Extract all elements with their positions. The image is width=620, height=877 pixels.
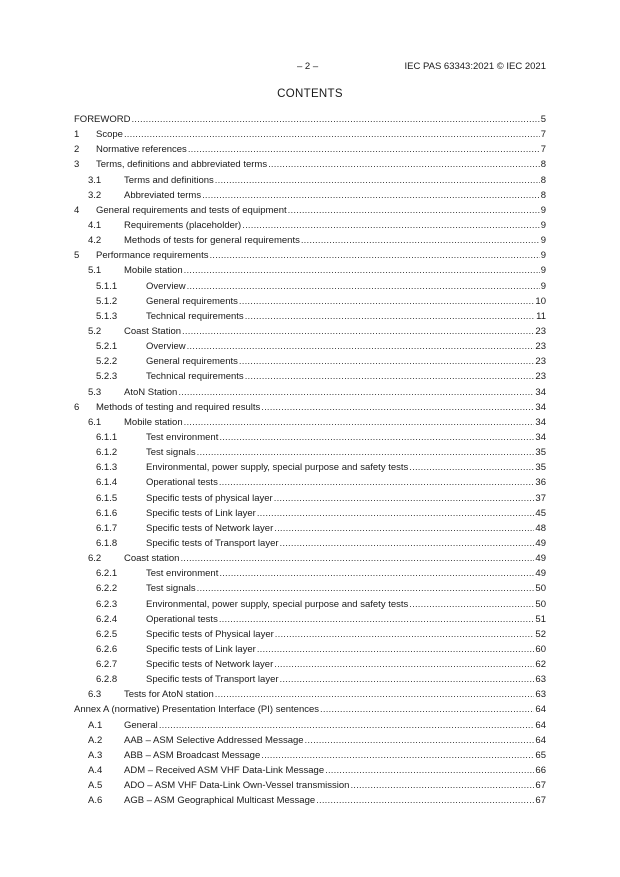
toc-entry-title: Overview [146, 280, 186, 292]
toc-entry[interactable] [74, 112, 546, 127]
toc-entry-page: 11 [536, 310, 546, 322]
toc-entry-page: 52 [535, 628, 546, 640]
toc-entry-page: 65 [535, 749, 546, 761]
toc-dot-leader [261, 400, 534, 415]
toc-entry-number: 6.2.1 [96, 568, 118, 580]
toc-entry-title: AtoN Station [124, 386, 178, 398]
toc-entry-number: 5.1.3 [96, 310, 118, 322]
toc-dot-leader [182, 324, 534, 339]
toc-entry-number: 2 [74, 144, 80, 156]
toc-dot-leader [159, 718, 535, 733]
toc-entry-page: 64 [535, 704, 546, 716]
toc-entry[interactable] [74, 597, 546, 612]
toc-entry[interactable] [74, 475, 546, 490]
toc-dot-leader [257, 642, 535, 657]
toc-entry-title: Technical requirements [146, 310, 244, 322]
toc-entry[interactable] [74, 385, 546, 400]
toc-entry-number: 5.3 [88, 386, 102, 398]
toc-entry-number: 4.2 [88, 235, 102, 247]
toc-dot-leader [215, 687, 535, 702]
toc-entry-title: Tests for AtoN station [124, 689, 214, 701]
toc-entry-page: 62 [535, 659, 546, 671]
toc-entry-page: 35 [535, 462, 546, 474]
page-number: – 2 – [297, 61, 319, 72]
toc-entry[interactable] [74, 248, 546, 263]
toc-entry-number: 5.1.1 [96, 280, 118, 292]
toc-entry-number: 6 [74, 401, 80, 413]
toc-entry-page: 9 [540, 280, 546, 292]
toc-entry-number: 6.2.7 [96, 659, 118, 671]
toc-entry-title: General requirements and tests of equipment [96, 204, 287, 216]
toc-entry-title: Specific tests of Transport layer [146, 537, 279, 549]
toc-entry-number: 6.1.5 [96, 492, 118, 504]
toc-entry-title: Methods of tests for general requirements [124, 235, 300, 247]
toc-entry-page: 8 [540, 159, 546, 171]
toc-entry-number: 4.1 [88, 219, 102, 231]
toc-entry[interactable] [74, 263, 546, 278]
toc-entry[interactable] [74, 279, 546, 294]
toc-entry-title: Annex A (normative) Presentation Interface (PI) sentences [74, 704, 320, 716]
toc-dot-leader [184, 263, 540, 278]
toc-entry-page: 50 [535, 598, 546, 610]
toc-entry-title: General requirements [146, 295, 238, 307]
toc-dot-leader [209, 248, 539, 263]
toc-entry-title: Coast Station [124, 325, 182, 337]
toc-entry-number: 6.2.8 [96, 674, 118, 686]
toc-entry[interactable] [74, 142, 546, 157]
toc-entry[interactable] [74, 491, 546, 506]
toc-entry-title: Coast station [124, 553, 180, 565]
toc-entry-title: Methods of testing and required results [96, 401, 261, 413]
toc-dot-leader [268, 157, 540, 172]
toc-entry-number: 5.1.2 [96, 295, 118, 307]
toc-entry-title: Abbreviated terms [124, 189, 202, 201]
toc-dot-leader [316, 793, 534, 808]
toc-dot-leader [239, 294, 535, 309]
toc-entry-number: 1 [74, 129, 80, 141]
toc-entry-page: 50 [535, 583, 546, 595]
toc-dot-leader [187, 279, 540, 294]
toc-entry-page: 8 [540, 174, 546, 186]
toc-entry-number: 6.2.6 [96, 643, 118, 655]
toc-entry-title: Terms and definitions [124, 174, 214, 186]
toc-entry-title: Specific tests of Physical layer [146, 628, 274, 640]
toc-entry-page: 9 [540, 265, 546, 277]
toc-entry-page: 45 [535, 507, 546, 519]
toc-entry-page: 51 [535, 613, 546, 625]
toc-entry-page: 23 [535, 325, 546, 337]
toc-dot-leader [197, 445, 535, 460]
toc-entry-number: A.2 [88, 734, 103, 746]
toc-dot-leader [350, 778, 534, 793]
toc-entry-number: 6.2.2 [96, 583, 118, 595]
toc-entry-page: 67 [535, 795, 546, 807]
toc-entry-page: 67 [535, 780, 546, 792]
toc-entry[interactable] [74, 430, 546, 445]
toc-dot-leader [325, 763, 534, 778]
toc-entry-title: Specific tests of Transport layer [146, 674, 279, 686]
toc-entry[interactable] [74, 309, 546, 324]
toc-entry[interactable] [74, 642, 546, 657]
page-title: CONTENTS [277, 88, 343, 100]
toc-entry-page: 34 [535, 386, 546, 398]
toc-dot-leader [274, 491, 535, 506]
toc-entry-number: 4 [74, 204, 80, 216]
toc-entry-number: 3.1 [88, 174, 102, 186]
toc-entry-page: 49 [535, 568, 546, 580]
toc-dot-leader [187, 339, 535, 354]
table-of-contents [74, 112, 546, 808]
toc-entry-page: 23 [535, 356, 546, 368]
toc-entry[interactable] [74, 763, 546, 778]
toc-entry-number: 6.1 [88, 416, 102, 428]
toc-entry-number: 5.2.2 [96, 356, 118, 368]
toc-entry[interactable] [74, 173, 546, 188]
toc-entry[interactable] [74, 657, 546, 672]
toc-dot-leader [131, 112, 539, 127]
toc-entry-number: 5.2 [88, 325, 102, 337]
toc-entry-title: Environmental, power supply, special purpose and safety tests [146, 462, 409, 474]
toc-entry[interactable] [74, 718, 546, 733]
toc-entry[interactable] [74, 687, 546, 702]
toc-dot-leader [245, 309, 535, 324]
toc-entry-page: 7 [540, 129, 546, 141]
toc-dot-leader [280, 536, 535, 551]
toc-entry-title: Specific tests of Network layer [146, 522, 274, 534]
toc-entry-title: Environmental, power supply, special purpose and safety tests [146, 598, 409, 610]
toc-entry-page: 48 [535, 522, 546, 534]
toc-entry-title: Overview [146, 341, 186, 353]
toc-entry[interactable] [74, 445, 546, 460]
toc-entry-title: Normative references [96, 144, 187, 156]
toc-entry-number: 6.1.4 [96, 477, 118, 489]
toc-entry-number: 5.1 [88, 265, 102, 277]
toc-dot-leader [197, 581, 535, 596]
toc-entry-page: 49 [535, 537, 546, 549]
toc-entry-page: 60 [535, 643, 546, 655]
toc-dot-leader [274, 521, 534, 536]
toc-entry-title: Test environment [146, 568, 219, 580]
toc-entry[interactable] [74, 203, 546, 218]
toc-dot-leader [202, 188, 540, 203]
toc-entry-page: 34 [535, 416, 546, 428]
toc-dot-leader [178, 385, 534, 400]
toc-entry-number: 5 [74, 250, 80, 262]
toc-entry-page: 9 [540, 204, 546, 216]
toc-dot-leader [274, 657, 534, 672]
toc-entry[interactable] [74, 157, 546, 172]
toc-entry-title: Specific tests of Network layer [146, 659, 274, 671]
toc-entry-title: Operational tests [146, 613, 218, 625]
toc-entry[interactable] [74, 627, 546, 642]
toc-entry-page: 9 [540, 250, 546, 262]
toc-entry-title: Scope [96, 129, 123, 141]
toc-entry-number: A.6 [88, 795, 103, 807]
toc-entry-number: A.3 [88, 749, 103, 761]
toc-entry-title: Operational tests [146, 477, 218, 489]
toc-entry[interactable] [74, 188, 546, 203]
toc-entry[interactable] [74, 294, 546, 309]
toc-entry-page: 8 [540, 189, 546, 201]
toc-entry-number: A.5 [88, 780, 103, 792]
toc-entry-number: 6.2.4 [96, 613, 118, 625]
toc-entry[interactable] [74, 369, 546, 384]
toc-entry-page: 63 [535, 674, 546, 686]
toc-entry-page: 49 [535, 553, 546, 565]
toc-entry-title: Test environment [146, 431, 219, 443]
toc-entry-page: 63 [535, 689, 546, 701]
page-header [0, 61, 620, 75]
toc-entry[interactable] [74, 218, 546, 233]
toc-entry[interactable] [74, 536, 546, 551]
toc-dot-leader [301, 233, 540, 248]
toc-dot-leader [288, 203, 540, 218]
toc-entry-number: 6.2.3 [96, 598, 118, 610]
toc-entry[interactable] [74, 127, 546, 142]
toc-entry[interactable] [74, 612, 546, 627]
toc-entry[interactable] [74, 702, 546, 717]
toc-entry-number: A.1 [88, 719, 103, 731]
toc-entry[interactable] [74, 748, 546, 763]
toc-entry-number: 6.1.1 [96, 431, 118, 443]
toc-entry[interactable] [74, 339, 546, 354]
toc-entry-number: A.4 [88, 765, 103, 777]
toc-entry[interactable] [74, 566, 546, 581]
toc-entry[interactable] [74, 506, 546, 521]
document-id: IEC PAS 63343:2021 © IEC 2021 [404, 61, 546, 72]
toc-entry-page: 64 [535, 719, 546, 731]
toc-entry[interactable] [74, 400, 546, 415]
toc-entry-title: ADM – Received ASM VHF Data-Link Message [124, 765, 325, 777]
toc-entry-number: 6.1.6 [96, 507, 118, 519]
toc-entry-title: Mobile station [124, 265, 183, 277]
toc-entry-page: 66 [535, 765, 546, 777]
toc-dot-leader [184, 415, 535, 430]
toc-entry-title: ABB – ASM Broadcast Message [124, 749, 261, 761]
toc-dot-leader [219, 430, 534, 445]
toc-entry-page: 64 [535, 734, 546, 746]
toc-entry-number: 5.2.1 [96, 341, 118, 353]
toc-entry-page: 37 [535, 492, 546, 504]
toc-dot-leader [124, 127, 540, 142]
toc-entry-title: Mobile station [124, 416, 183, 428]
toc-entry-page: 34 [535, 401, 546, 413]
toc-dot-leader [219, 612, 535, 627]
toc-entry-title: Test signals [146, 583, 196, 595]
toc-entry-page: 5 [540, 114, 546, 125]
toc-dot-leader [261, 748, 534, 763]
toc-entry-title: FOREWORD [74, 114, 131, 125]
toc-entry-title: AAB – ASM Selective Addressed Message [124, 734, 304, 746]
toc-entry[interactable] [74, 460, 546, 475]
toc-entry[interactable] [74, 324, 546, 339]
toc-dot-leader [215, 173, 540, 188]
toc-entry[interactable] [74, 581, 546, 596]
toc-dot-leader [305, 733, 535, 748]
toc-dot-leader [280, 672, 535, 687]
toc-entry-number: 3 [74, 159, 80, 171]
toc-entry-title: Performance requirements [96, 250, 209, 262]
toc-entry-title: Specific tests of physical layer [146, 492, 273, 504]
toc-entry-title: Specific tests of Link layer [146, 507, 256, 519]
toc-entry-number: 3.2 [88, 189, 102, 201]
toc-entry-page: 34 [535, 431, 546, 443]
toc-entry-title: General [124, 719, 158, 731]
toc-dot-leader [180, 551, 534, 566]
toc-entry-number: 6.3 [88, 689, 102, 701]
toc-dot-leader [409, 460, 534, 475]
toc-entry[interactable] [74, 793, 546, 808]
toc-entry-page: 23 [535, 371, 546, 383]
toc-entry-number: 6.1.3 [96, 462, 118, 474]
toc-entry-page: 9 [540, 235, 546, 247]
toc-dot-leader [219, 566, 534, 581]
toc-dot-leader [275, 627, 535, 642]
toc-dot-leader [409, 597, 534, 612]
toc-entry[interactable] [74, 733, 546, 748]
toc-dot-leader [245, 369, 535, 384]
toc-entry-page: 10 [535, 295, 546, 307]
toc-entry-number: 5.2.3 [96, 371, 118, 383]
toc-entry-title: AGB – ASM Geographical Multicast Message [124, 795, 316, 807]
toc-entry-title: ADO – ASM VHF Data-Link Own-Vessel transmission [124, 780, 350, 792]
toc-entry-page: 9 [540, 219, 546, 231]
toc-dot-leader [188, 142, 540, 157]
toc-entry-number: 6.2.5 [96, 628, 118, 640]
toc-entry-number: 6.2 [88, 553, 102, 565]
toc-dot-leader [257, 506, 535, 521]
toc-entry-title: Specific tests of Link layer [146, 643, 256, 655]
toc-entry-page: 35 [535, 447, 546, 459]
toc-entry-number: 6.1.8 [96, 537, 118, 549]
toc-entry-title: Requirements (placeholder) [124, 219, 242, 231]
toc-entry-page: 7 [540, 144, 546, 156]
toc-entry-number: 6.1.2 [96, 447, 118, 459]
toc-entry[interactable] [74, 521, 546, 536]
toc-entry[interactable] [74, 233, 546, 248]
toc-dot-leader [242, 218, 539, 233]
toc-entry[interactable] [74, 672, 546, 687]
toc-entry-page: 23 [535, 341, 546, 353]
toc-entry[interactable] [74, 354, 546, 369]
toc-dot-leader [239, 354, 535, 369]
toc-entry-title: Technical requirements [146, 371, 244, 383]
toc-entry-page: 36 [535, 477, 546, 489]
toc-dot-leader [320, 702, 534, 717]
toc-entry-title: General requirements [146, 356, 238, 368]
toc-entry-title: Terms, definitions and abbreviated terms [96, 159, 268, 171]
toc-entry[interactable] [74, 551, 546, 566]
toc-entry-title: Test signals [146, 447, 196, 459]
toc-entry-number: 6.1.7 [96, 522, 118, 534]
toc-entry[interactable] [74, 415, 546, 430]
toc-dot-leader [219, 475, 535, 490]
toc-entry[interactable] [74, 778, 546, 793]
